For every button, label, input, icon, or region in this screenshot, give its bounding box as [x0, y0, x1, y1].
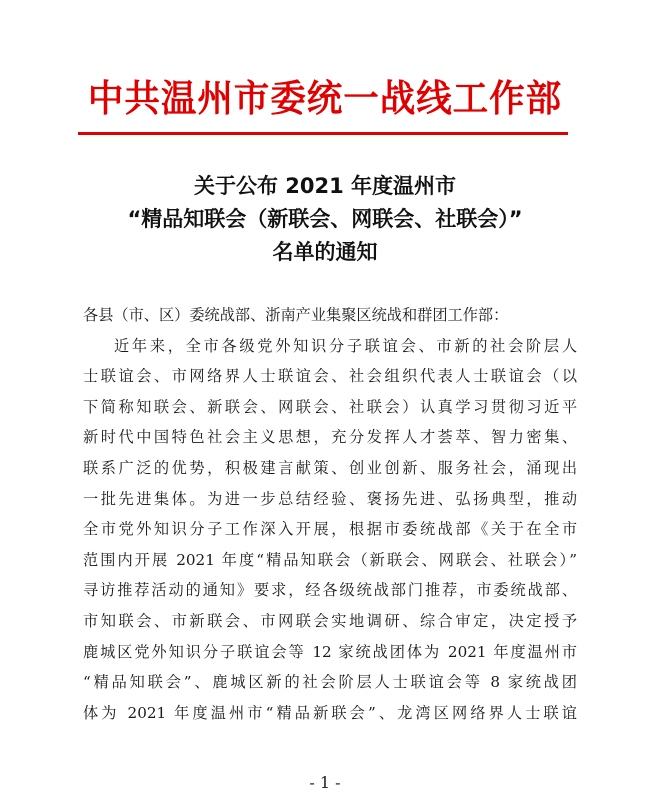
notice-body: [83, 300, 577, 728]
body-line: 新时代中国特色社会主义思想，充分发挥人才荟萃、智力密集、: [83, 428, 577, 447]
body-line: 联系广泛的优势，积极建言献策、创业创新、服务社会，涌现出: [83, 458, 577, 477]
page-number: - 1 -: [309, 773, 341, 792]
salutation: 各县（市、区）委统战部、浙南产业集聚区统战和群团工作部：: [83, 306, 509, 324]
title-line-1: 关于公布 2021 年度温州市: [193, 174, 457, 198]
body-line: 市知联会、市新联会、市网联会实地调研、综合审定，决定授予: [83, 611, 577, 630]
body-line: 近年来，全市各级党外知识分子联谊会、市新的社会阶层人: [114, 336, 577, 355]
body-line: 全市党外知识分子工作深入开展，根据市委统战部《关于在全市: [83, 520, 577, 539]
body-line: 一批先进集体。为进一步总结经验、褒扬先进、弘扬典型，推动: [83, 489, 577, 508]
notice-title: [0, 170, 650, 269]
body-line: 寻访推荐活动的通知》要求，经各级统战部门推荐，市委统战部、: [83, 581, 577, 600]
body-line: 下简称知联会、新联会、网联会、社联会）认真学习贯彻习近平: [83, 397, 577, 416]
body-line: 鹿城区党外知识分子联谊会等 12 家统战团体为 2021 年度温州市: [83, 642, 577, 661]
title-line-2: “精品知联会（新联会、网联会、社联会）”: [127, 207, 523, 231]
body-line: 范围内开展 2021 年度“精品知联会（新联会、网联会、社联会）”: [83, 550, 577, 569]
red-divider-line: [78, 132, 568, 135]
masthead-title: 中共温州市委统一战线工作部: [87, 77, 563, 120]
body-line: 士联谊会、市网络界人士联谊会、社会组织代表人士联谊会（以: [83, 367, 577, 386]
body-line: 体为 2021 年度温州市“精品新联会”、龙湾区网络界人士联谊: [83, 703, 577, 722]
body-line: “精品知联会”、鹿城区新的社会阶层人士联谊会等 8 家统战团: [83, 673, 577, 692]
title-line-3: 名单的通知: [272, 240, 378, 264]
